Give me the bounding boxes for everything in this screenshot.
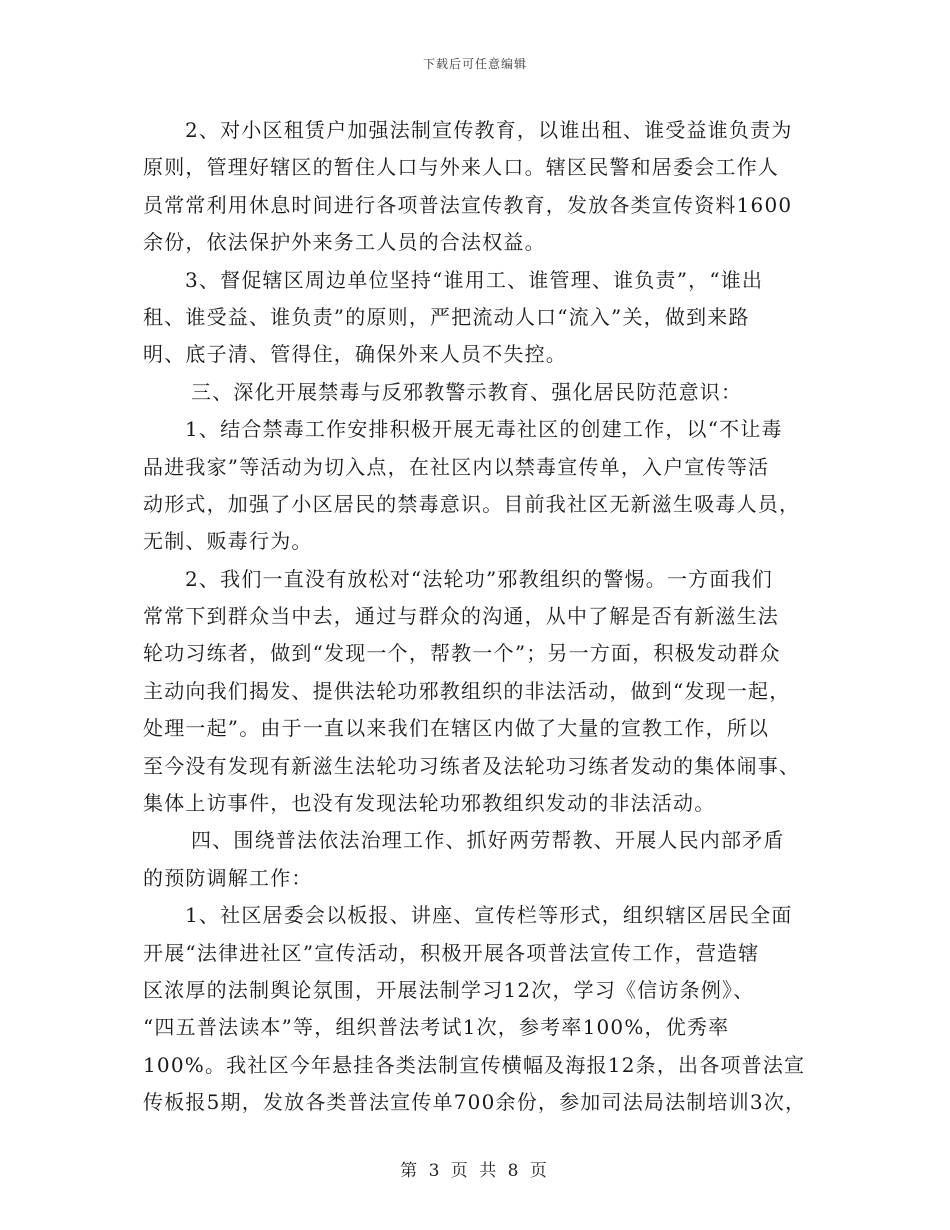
paragraph-line: 集体上访事件，也没有发现法轮功邪教组织发动的非法活动。: [143, 791, 716, 816]
paragraph-line: 租、谁受益、谁负责”的原则，严把流动人口“流入”关，做到来路: [143, 304, 750, 329]
paragraph-line: 常常下到群众当中去，通过与群众的沟通，从中了解是否有新滋生法: [143, 604, 779, 629]
body-text: [143, 112, 823, 1122]
paragraph-line: 开展“法律进社区”宣传活动，积极开展各项普法宣传工作，营造辖: [143, 940, 760, 965]
page-number: 第 3 页 共 8 页: [400, 1161, 550, 1181]
section-heading: 三、深化开展禁毒与反邪教警示教育、强化居民防范意识：: [191, 379, 743, 404]
paragraph-line: 品进我家”等活动为切入点，在社区内以禁毒宣传单，入户宣传等活: [143, 454, 770, 479]
paragraph-line: “四五普法读本”等，组织普法考试1次，参考率100%，优秀率: [143, 1015, 730, 1040]
paragraph-line: 动形式，加强了小区居民的禁毒意识。目前我社区无新滋生吸毒人员，: [143, 491, 801, 516]
paragraph-line: 余份，依法保护外来务工人员的合法权益。: [143, 230, 546, 255]
paragraph-line: 员常常利用休息时间进行各项普法宣传教育，发放各类宣传资料1600: [143, 192, 793, 217]
paragraph-line: 2、我们一直没有放松对“法轮功”邪教组织的警惕。一方面我们: [185, 566, 773, 591]
paragraph-line: 轮功习练者，做到“发现一个，帮教一个”；另一方面，积极发动群众: [143, 641, 781, 666]
paragraph-line: 1、社区居委会以板报、讲座、宣传栏等形式，组织辖区居民全面: [185, 903, 793, 928]
paragraph-line: 1、结合禁毒工作安排积极开展无毒社区的创建工作，以“不让毒: [185, 417, 783, 442]
header-note: 下载后可任意编辑: [422, 57, 527, 71]
paragraph-line: 传板报5期，发放各类普法宣传单700余份，参加司法局法制培训3次，: [143, 1090, 807, 1115]
paragraph-line: 明、底子清、管得住，确保外来人员不失控。: [143, 342, 567, 367]
section-heading: 四、围绕普法依法治理工作、抓好两劳帮教、开展人民内部矛盾: [191, 828, 785, 853]
section-heading: 的预防调解工作：: [143, 865, 313, 890]
paragraph-line: 无制、贩毒行为。: [143, 529, 313, 554]
paragraph-line: 至今没有发现有新滋生法轮功习练者及法轮功习练者发动的集体闹事、: [143, 753, 801, 778]
paragraph-line: 100%。我社区今年悬挂各类法制宣传横幅及海报12条，出各项普法宣: [143, 1052, 806, 1077]
paragraph-line: 区浓厚的法制舆论氛围，开展法制学习12次，学习《信访条例》、: [143, 977, 755, 1002]
paragraph-line: 原则，管理好辖区的暂住人口与外来人口。辖区民警和居委会工作人: [143, 155, 779, 180]
paragraph-line: 2、对小区租赁户加强法制宣传教育，以谁出租、谁受益谁负责为: [185, 118, 793, 142]
paragraph-line: 3、督促辖区周边单位坚持“谁用工、谁管理、谁负责”，“谁出: [185, 267, 764, 292]
paragraph-line: 处理一起”。由于一直以来我们在辖区内做了大量的宣教工作，所以: [143, 716, 770, 741]
paragraph-line: 主动向我们揭发、提供法轮功邪教组织的非法活动，做到“发现一起，: [143, 678, 791, 703]
